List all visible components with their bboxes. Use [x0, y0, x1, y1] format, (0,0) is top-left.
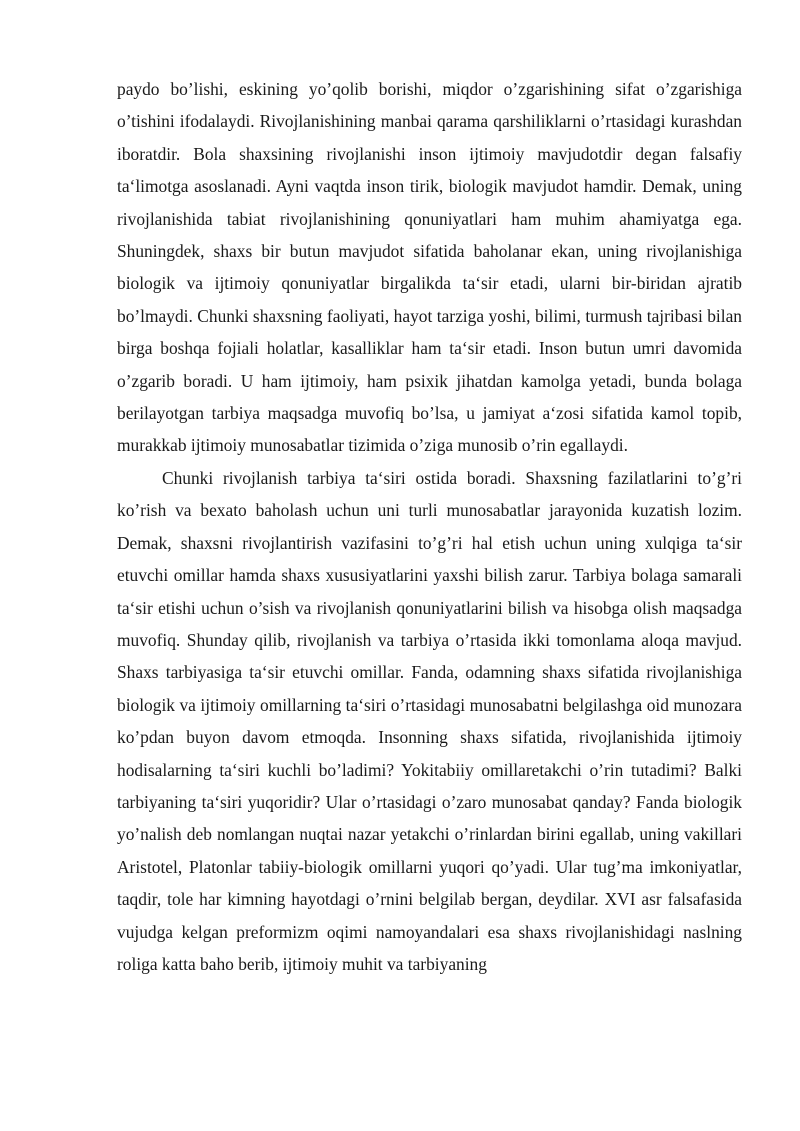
paragraph-2: Chunki rivojlanish tarbiya ta‘siri ostida boradi. Shaxsning fazilatlarini to’g’ri ko’rish va bexato baholash uchun uni turli munosabatlar jarayonida kuzatish lozim. Demak, shaxsni rivojlantirish vazifasini to’g’ri hal etish uchun uning xulqiga ta‘sir etuvchi omillar hamda shaxs xususiyatlarini yaxshi bilish zarur. Tarbiya bolaga samarali ta‘sir etishi uchun o’sish va rivojlanish qonuniyatlarini bilish va hisobga olish maqsadga muvofiq. Shunday qilib, rivojlanish va tarbiya o’rtasida ikki tomonlama aloqa mavjud. Shaxs tarbiyasiga ta‘sir etuvchi omillar. Fanda, odamning shaxs sifatida rivojlanishiga biologik va ijtimoiy omillarning ta‘siri o’rtasidagi munosabatni belgilashga oid munozara ko’pdan buyon davom etmoqda. Insonning shaxs sifatida, rivojlanishida ijtimoiy hodisalarning ta‘siri kuchli bo’ladimi? Yokitabiiy omillaretakchi o’rin tutadimi? Balki tarbiyaning ta‘siri yuqoridir? Ular o’rtasidagi o’zaro munosabat qanday? Fanda biologik yo’nalish deb nomlangan nuqtai nazar yetakchi o’rinlardan birini egallab, uning vakillari Aristotel, Platonlar tabiiy-biologik omillarni yuqori qo’yadi. Ular tug’ma imkoniyatlar, taqdir, tole har kimning hayotdagi o’rnini belgilab bergan, deydilar. XVI asr falsafasida vujudga kelgan preformizm oqimi namoyandalari esa shaxs rivojlanishidagi naslning roliga katta baho berib, ijtimoiy muhit va tarbiyaning [117, 467, 742, 974]
paragraph-1: paydo bo’lishi, eskining yo’qolib borishi, miqdor o’zgarishining sifat o’zgarishiga o’tishini ifodalaydi. Rivojlanishining manbai qarama qarshiliklarni o’rtasidagi kurashdan iboratdir. Bola shaxsining rivojlanishi inson ijtimoiy mavjudotdir degan falsafiy ta‘limotga asoslanadi. Ayni vaqtda inson tirik, biologik mavjudot hamdir. Demak, uning rivojlanishida tabiat rivojlanishining qonuniyatlari ham muhim ahamiyatga ega. Shuningdek, shaxs bir butun mavjudot sifatida baholanar ekan, uning rivojlanishiga biologik va ijtimoiy qonuniyatlar birgalikda ta‘sir etadi, ularni bir-biridan ajratib bo’lmaydi. Chunki shaxsning faoliyati, hayot tarziga yoshi, bilimi, turmush tajribasi bilan birga boshqa fojiali holatlar, kasalliklar ham ta‘sir etadi. Inson butun umri davomida o’zgarib boradi. U ham ijtimoiy, ham psixik jihatdan kamolga yetadi, bunda bolaga berilayotgan tarbiya maqsadga muvofiq bo’lsa, u jamiyat a‘zosi sifatida kamol topib, murakkab ijtimoiy munosabatlar tizimida o’ziga munosib o’rin egallaydi. [117, 79, 742, 456]
document-page [117, 73, 742, 980]
